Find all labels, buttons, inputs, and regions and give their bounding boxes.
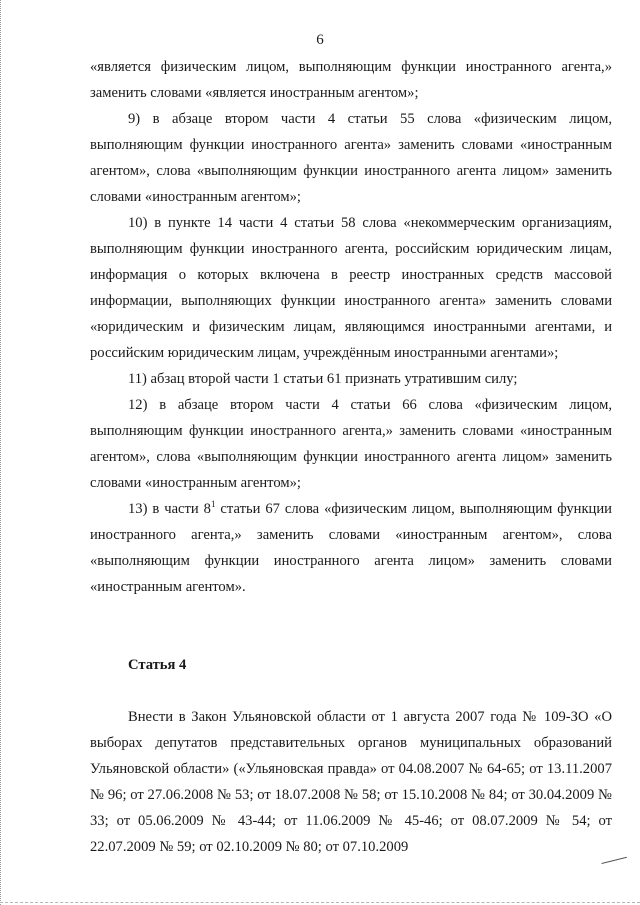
page-number: 6 [316, 32, 324, 48]
paragraph-item-13-rest: статьи 67 слова «физическим лицом, выполняющим функции иностранного агента,» заменить словами «иностранным агентом», слова «выполняющим функции иностранного агента лицом» заменить словами «иностранным агентом». [90, 501, 612, 595]
paragraph-item-13-start: 13) в части 8 [128, 501, 211, 517]
document-body [90, 54, 612, 860]
paragraph-item-13 [90, 496, 612, 600]
paragraph-item-12: 12) в абзаце втором части 4 статьи 66 слова «физическим лицом, выполняющим функции иностранного агента,» заменить словами «иностранным агентом», слова «выполняющим функции иностранного агента лицом» заменить словами «иностранным агентом»; [90, 397, 612, 491]
paragraph-item-11: 11) абзац второй части 1 статьи 61 признать утратившим силу; [128, 371, 518, 387]
article-4-text: Внести в Закон Ульяновской области от 1 августа 2007 года № 109-ЗО «О выборах депутатов представительных органов муниципальных образований Ульяновской области» («Ульяновская правда» от 04.08.2007 № 64-65; от 13.11.2007 № 96; от 27.06.2008 № 53; от 18.07.2008 № 58; от 15.10.2008 № 84; от 30.04.2009 № 33; от 05.06.2009 № 43-44; от 11.06.2009 № 45-46; от 08.07.2009 № 54; от 22.07.2009 № 59; от 02.10.2009 № 80; от 07.10.2009 [90, 709, 612, 855]
scan-left-edge [0, 0, 5, 905]
paragraph-item-10: 10) в пункте 14 части 4 статьи 58 слова «некоммерческим организациям, выполняющим функции иностранного агента, российским юридическим лицам, информация о которых включена в реестр иностранных средств массовой информации, выполняющих функции иностранного агента» заменить словами «юридическим и физическим лицам, являющимся иностранными агентами, и российским юридическим лицам, учреждённым иностранными агентами»; [90, 215, 612, 361]
article-heading: Статья 4 [128, 657, 187, 673]
scan-bottom-edge [0, 900, 640, 903]
paragraph-continuation: «является физическим лицом, выполняющим функции иностранного агента,» заменить словами «является иностранным агентом»; [90, 59, 612, 101]
paragraph-item-9: 9) в абзаце втором части 4 статьи 55 слова «физическим лицом, выполняющим функции иностранного агента» заменить словами «иностранным агентом», слова «выполняющим функции иностранного агента лицом» заменить словами «иностранным агентом»; [90, 111, 612, 205]
superscript-index: 1 [210, 499, 216, 510]
